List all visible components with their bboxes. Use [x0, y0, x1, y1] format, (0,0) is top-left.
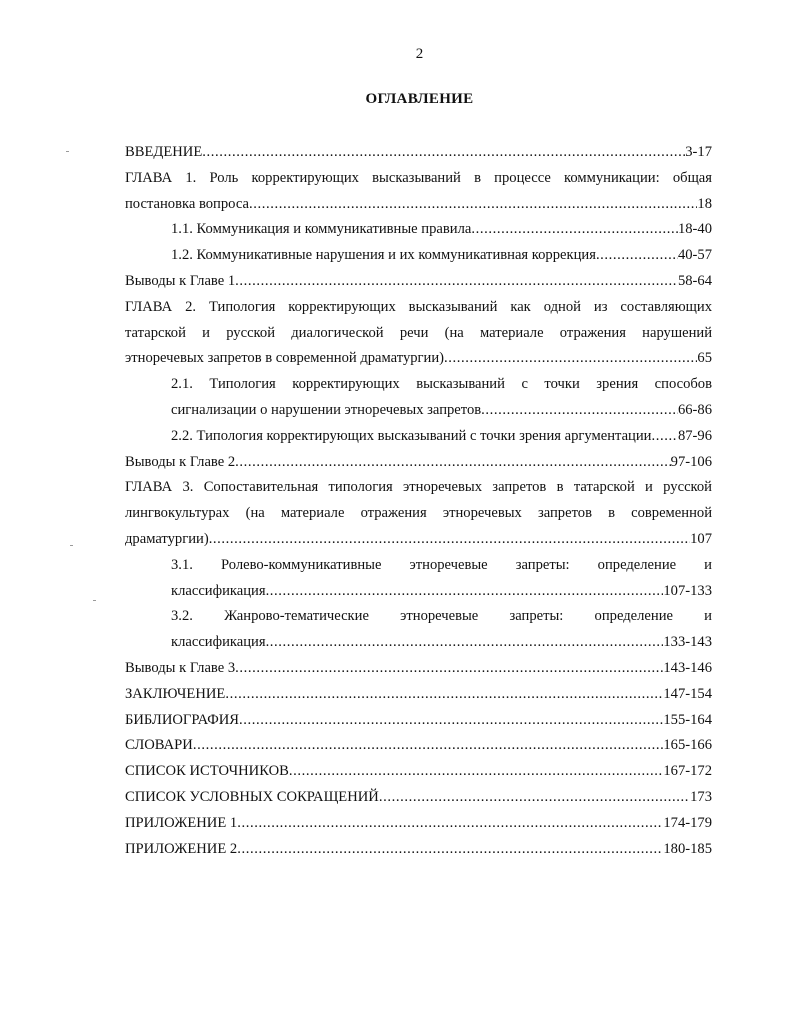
- toc-entry-page: 155-164: [663, 711, 712, 728]
- dot-leader: [225, 682, 663, 708]
- toc-entry-chapter3-line2[interactable]: лингвокультурах (на материале отражения этноречевых запретов в современной: [125, 505, 712, 522]
- toc-entry-page: 143-146: [663, 659, 712, 676]
- toc-entry-chapter3[interactable]: [125, 527, 712, 553]
- dot-leader: [266, 579, 664, 605]
- dot-leader: [249, 192, 697, 218]
- page-title: ОГЛАВЛЕНИЕ: [365, 91, 474, 107]
- toc-entry-page: 133-143: [663, 634, 712, 651]
- toc-entry-label: ЗАКЛЮЧЕНИЕ: [125, 685, 226, 702]
- dot-leader: [444, 346, 697, 372]
- toc-entry-chapter1-line1[interactable]: ГЛАВА 1. Роль корректирующих высказываний в процессе коммуникации: общая: [125, 169, 712, 186]
- toc-entry-label: ПРИЛОЖЕНИЕ 2: [125, 840, 238, 857]
- toc-entry-label: СПИСОК УСЛОВНЫХ СОКРАЩЕНИЙ: [125, 788, 379, 805]
- dot-leader: [193, 733, 664, 759]
- toc-entry-label: этноречевых запретов в современной драматургии): [125, 350, 445, 367]
- table-of-contents: [125, 140, 712, 862]
- toc-entry-label: классификация: [171, 582, 266, 599]
- toc-entry-page: 66-86: [677, 401, 712, 418]
- toc-entry-label: СПИСОК ИСТОЧНИКОВ: [125, 763, 289, 780]
- toc-entry-page: 18-40: [677, 221, 712, 238]
- dot-leader: [471, 217, 678, 243]
- toc-entry-section-3-2-line1[interactable]: 3.2. Жанрово-тематические этноречевые запреты: определение и: [171, 608, 712, 625]
- toc-entry-section-1-2[interactable]: [125, 243, 712, 269]
- toc-entry-sources[interactable]: [125, 759, 712, 785]
- toc-entry-chapter1[interactable]: [125, 192, 712, 218]
- dot-leader: [235, 269, 678, 295]
- dot-leader: [235, 450, 670, 476]
- toc-entry-page: 147-154: [663, 685, 712, 702]
- toc-entry-bibliography[interactable]: [125, 708, 712, 734]
- dot-leader: [596, 243, 678, 269]
- toc-entry-page: 58-64: [677, 272, 712, 289]
- toc-entry-dictionaries[interactable]: [125, 733, 712, 759]
- toc-entry-label: Выводы к Главе 1: [125, 272, 236, 289]
- dot-leader: [209, 527, 690, 553]
- toc-entry-chapter2-line1[interactable]: ГЛАВА 2. Типология корректирующих высказываний как одной из составляющих: [125, 298, 712, 315]
- toc-entry-page: 87-96: [677, 427, 712, 444]
- dot-leader: [237, 811, 663, 837]
- toc-entry-label: драматургии): [125, 530, 209, 547]
- toc-entry-label: постановка вопроса: [125, 195, 249, 212]
- toc-entry-appendix-1[interactable]: [125, 811, 712, 837]
- toc-entry-chapter2-line2[interactable]: татарской и русской диалогической речи (на материале отражения нарушений: [125, 324, 712, 341]
- scan-mark: [70, 545, 73, 546]
- toc-entry-section-3-1[interactable]: [125, 579, 712, 605]
- toc-entry-label: классификация: [171, 634, 266, 651]
- toc-entry-chapter3-line1[interactable]: ГЛАВА 3. Сопоставительная типология этноречевых запретов в татарской и русской: [125, 479, 712, 496]
- toc-entry-label: СЛОВАРИ: [125, 737, 193, 754]
- toc-entry-page: 97-106: [670, 453, 712, 470]
- toc-entry-label: Выводы к Главе 2: [125, 453, 236, 470]
- toc-entry-section-2-2[interactable]: [125, 424, 712, 450]
- toc-entry-label: БИБЛИОГРАФИЯ: [125, 711, 240, 728]
- toc-entry-page: 40-57: [677, 247, 712, 264]
- toc-entry-section-1-1[interactable]: [125, 217, 712, 243]
- dot-leader: [239, 708, 663, 734]
- dot-leader: [379, 785, 690, 811]
- dot-leader: [651, 424, 677, 450]
- toc-entry-conclusions-3[interactable]: [125, 656, 712, 682]
- dot-leader: [289, 759, 663, 785]
- toc-entry-label: ПРИЛОЖЕНИЕ 1: [125, 814, 238, 831]
- toc-entry-page: 167-172: [663, 763, 712, 780]
- dot-leader: [481, 398, 678, 424]
- toc-entry-conclusions-2[interactable]: [125, 450, 712, 476]
- toc-entry-page: 180-185: [663, 840, 712, 857]
- toc-entry-label: сигнализации о нарушении этноречевых запретов: [171, 401, 482, 418]
- toc-entry-section-2-1[interactable]: [125, 398, 712, 424]
- toc-entry-section-2-1-line1[interactable]: 2.1. Типология корректирующих высказываний с точки зрения способов: [171, 376, 712, 393]
- toc-entry-appendix-2[interactable]: [125, 837, 712, 863]
- toc-entry-label: ВВЕДЕНИЕ: [125, 144, 203, 160]
- toc-entry-label: 1.2. Коммуникативные нарушения и их коммуникативная коррекция: [171, 247, 596, 264]
- toc-entry-page: 107-133: [663, 582, 712, 599]
- toc-entry-label: Выводы к Главе 3: [125, 659, 236, 676]
- toc-entry-page: 173: [690, 788, 712, 805]
- toc-entry-page: 174-179: [663, 814, 712, 831]
- page-number: 2: [415, 46, 424, 62]
- toc-entry-intro[interactable]: [125, 140, 712, 166]
- toc-entry-label: 1.1. Коммуникация и коммуникативные правила: [171, 221, 472, 238]
- toc-entry-conclusions-1[interactable]: [125, 269, 712, 295]
- toc-entry-section-3-2[interactable]: [125, 630, 712, 656]
- toc-entry-page: 107: [690, 530, 712, 547]
- toc-entry-conclusion[interactable]: [125, 682, 712, 708]
- toc-entry-page: 18: [697, 195, 712, 212]
- toc-entry-page: 165-166: [663, 737, 712, 754]
- dot-leader: [202, 140, 685, 166]
- scan-mark: [66, 151, 69, 152]
- toc-entry-page: 65: [697, 350, 712, 367]
- toc-entry-label: 2.2. Типология корректирующих высказываний с точки зрения аргументации: [171, 427, 652, 444]
- toc-entry-page: 3-17: [685, 144, 712, 160]
- dot-leader: [266, 630, 664, 656]
- toc-entry-section-3-1-line1[interactable]: 3.1. Ролево-коммуникативные этноречевые запреты: определение и: [171, 556, 712, 573]
- scan-mark: [93, 600, 96, 601]
- dot-leader: [235, 656, 663, 682]
- toc-entry-chapter2[interactable]: [125, 346, 712, 372]
- dot-leader: [237, 837, 663, 863]
- toc-entry-abbreviations[interactable]: [125, 785, 712, 811]
